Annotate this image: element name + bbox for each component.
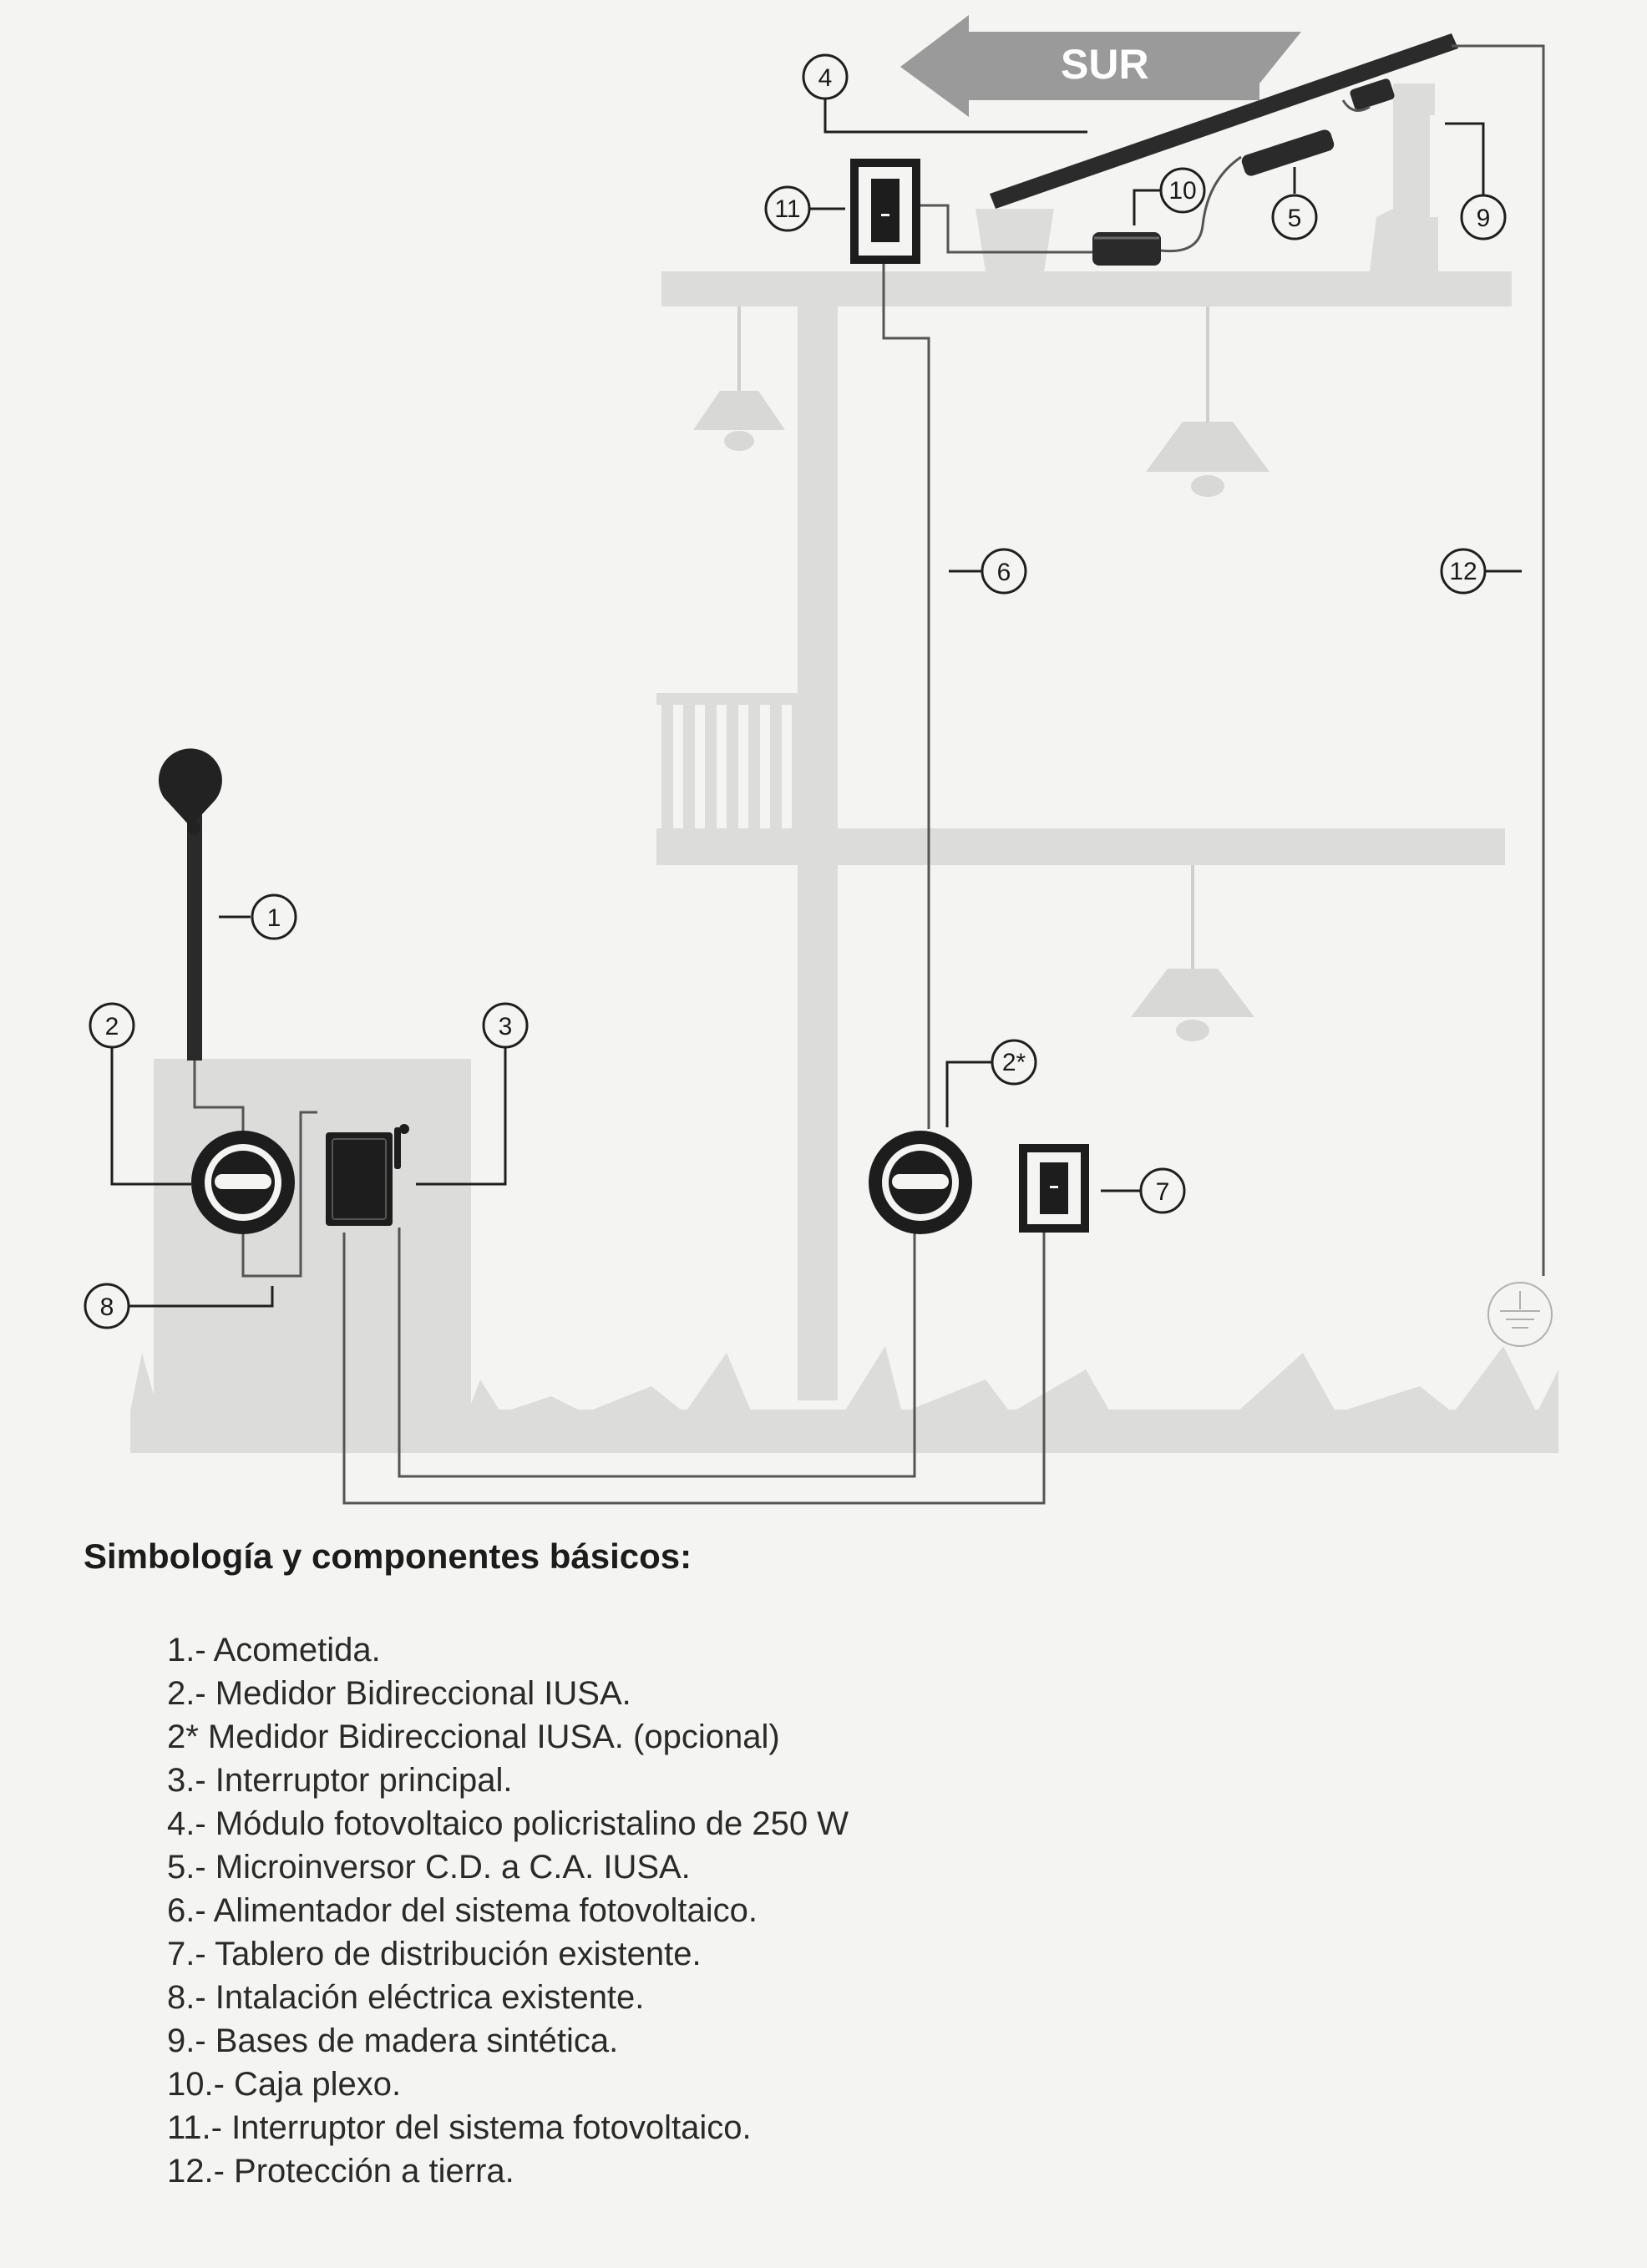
- ground-symbol-icon: [1488, 1283, 1552, 1346]
- switch-icon: [1019, 1144, 1089, 1233]
- callout-5-label: 5: [1287, 205, 1302, 232]
- callout-6: [982, 549, 1026, 593]
- lamp-icon: [1131, 865, 1254, 1041]
- legend-item: 4.- Módulo fotovoltaico policristalino de 250 W: [167, 1805, 849, 1842]
- south-direction-arrow: [900, 15, 1301, 117]
- callout-2: [90, 1004, 134, 1047]
- legend-item: 12.- Protección a tierra.: [167, 2153, 514, 2190]
- callout-4-label: 4: [818, 64, 833, 92]
- panel-rear-base: [1370, 84, 1438, 271]
- callout-12: [1442, 549, 1485, 593]
- south-arrow-label: SUR: [1061, 41, 1149, 88]
- utility-wall: [154, 1059, 471, 1451]
- leader-10: [1134, 190, 1161, 225]
- legend-item: 8.- Intalación eléctrica existente.: [167, 1979, 645, 2016]
- callout-10-label: 10: [1168, 177, 1197, 205]
- callout-11-label: 11: [774, 195, 801, 223]
- callout-9: [1462, 195, 1505, 239]
- meter-icon: [191, 1131, 295, 1234]
- ceiling-lamps: [693, 306, 1269, 1041]
- leader-2s: [947, 1062, 992, 1127]
- lamp-icon: [693, 306, 785, 451]
- callout-1: [252, 895, 296, 939]
- legend-item: 5.- Microinversor C.D. a C.A. IUSA.: [167, 1849, 691, 1886]
- callout-10: [1161, 169, 1204, 212]
- callout-4: [803, 55, 847, 99]
- callout-9-label: 9: [1476, 205, 1491, 232]
- legend-item: 10.- Caja plexo.: [167, 2066, 402, 2103]
- legend-item: 6.- Alimentador del sistema fotovoltaico.: [167, 1892, 758, 1929]
- service-mast-icon: [159, 748, 222, 1061]
- legend-item: 1.- Acometida.: [167, 1632, 381, 1668]
- callout-6-label: 6: [996, 559, 1011, 586]
- legend-item: 2* Medidor Bidireccional IUSA. (opcional): [167, 1719, 780, 1755]
- legend-item: 3.- Interruptor principal.: [167, 1762, 513, 1799]
- callout-2s-label: 2*: [1001, 1049, 1026, 1076]
- callout-8: [85, 1284, 129, 1328]
- leader-9: [1445, 124, 1483, 197]
- floor-slab: [656, 828, 1505, 865]
- callout-5: [1273, 195, 1316, 239]
- microinverter: [1240, 128, 1336, 177]
- callout-11: [766, 187, 809, 230]
- legend-item: 7.- Tablero de distribución existente.: [167, 1936, 702, 1972]
- meter-icon: [869, 1131, 972, 1234]
- callout-2s: [992, 1040, 1036, 1084]
- callout-7: [1141, 1169, 1184, 1212]
- legend-item: 9.- Bases de madera sintética.: [167, 2022, 619, 2059]
- callout-12-label: 12: [1449, 558, 1477, 585]
- callout-3-label: 3: [498, 1013, 513, 1040]
- callout-7-label: 7: [1155, 1178, 1170, 1206]
- panel-front-base: [976, 209, 1054, 271]
- callout-3: [484, 1004, 527, 1047]
- balcony-railing: [656, 693, 812, 828]
- switch-icon: [850, 159, 920, 264]
- callout-1-label: 1: [266, 904, 281, 932]
- legend-list: [167, 1628, 849, 2193]
- lamp-icon: [1146, 306, 1269, 497]
- wire-pv-feeder: [884, 263, 929, 1129]
- legend-item: 2.- Medidor Bidireccional IUSA.: [167, 1675, 631, 1712]
- callout-8-label: 8: [99, 1293, 114, 1321]
- callout-2-label: 2: [104, 1013, 119, 1040]
- roof-slab: [661, 271, 1512, 306]
- legend-title: Simbología y componentes básicos:: [84, 1536, 692, 1576]
- legend-item: 11.- Interruptor del sistema fotovoltaico.: [167, 2109, 752, 2146]
